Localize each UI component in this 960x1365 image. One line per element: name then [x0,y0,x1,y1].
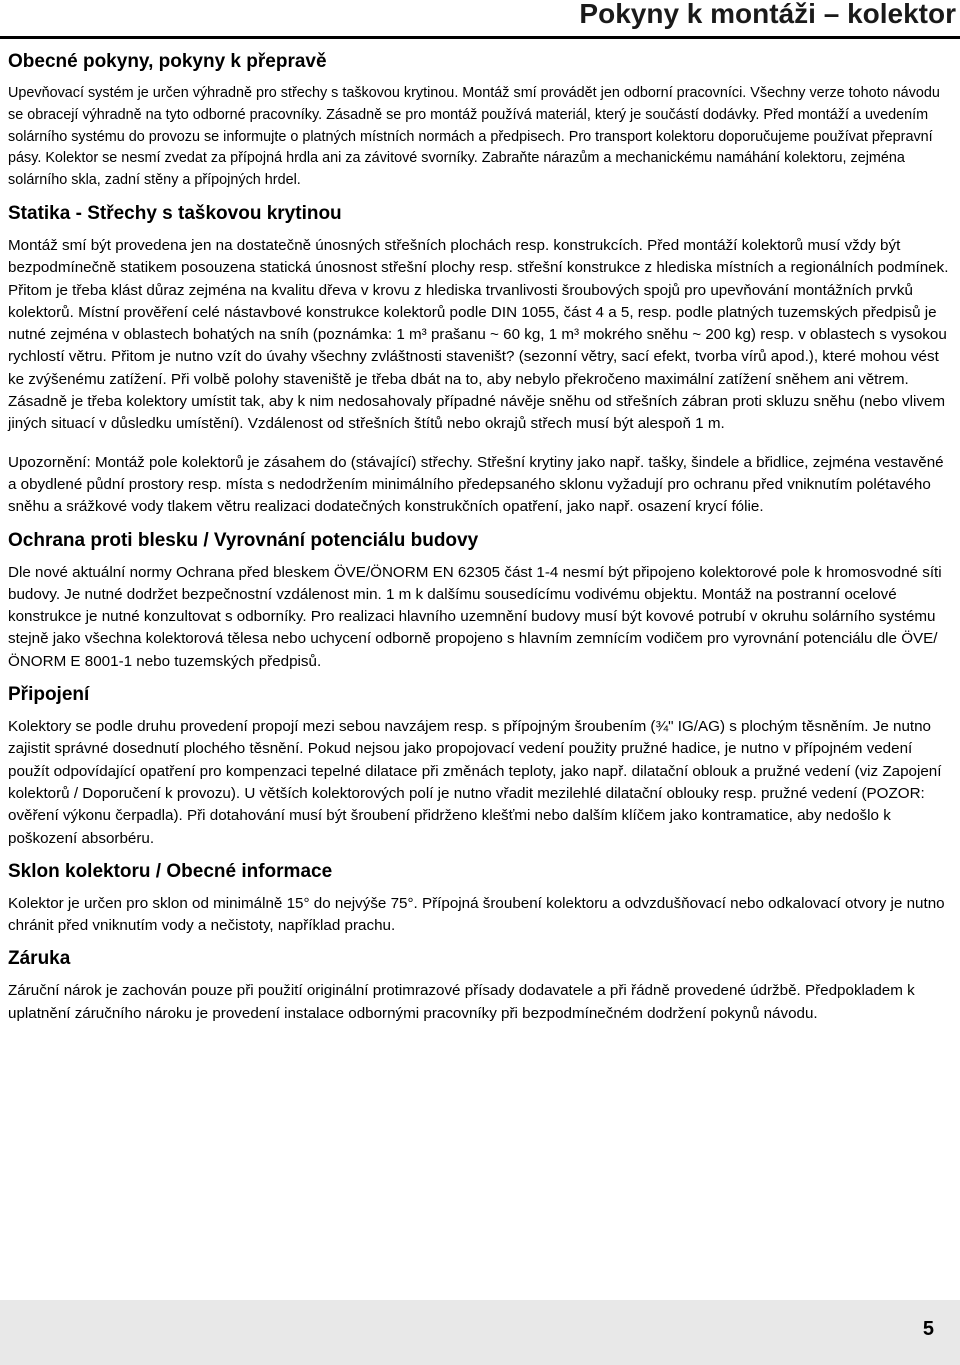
page-header [0,0,960,38]
section-heading: Sklon kolektoru / Obecné informace [8,860,333,882]
section-warranty [8,947,950,1025]
section-heading: Obecné pokyny, pokyny k přepravě [8,51,327,72]
section-heading: Statika - Střechy s taškovou krytinou [8,202,342,224]
section-connection [8,683,950,850]
page-number: 5 [922,1318,934,1340]
page-footer [0,1300,960,1365]
section-heading: Ochrana proti blesku / Vyrovnání potenciálu budovy [8,529,479,551]
header-rule [0,36,960,39]
section-lightning-protection [8,529,950,673]
section-paragraph: Kolektor je určen pro sklon od minimálně 15° do nejvýše 75°. Přípojná šroubení kolektoru a odvzdušňovací nebo odkalovací otvory je nutno chránit před vniknutím vody a nečistoty, například prachu. [8,894,945,935]
section-heading: Připojení [8,684,90,706]
section-paragraph: Záruční nárok je zachován pouze při použití originální protimrazové přísady dodavatele a při řádně provedené údržbě. Předpokladem k uplatnění záručního nároku je provedení instalace odbornými pracovníky při bezpodmínečném dodržení pokynů návodu. [8,982,915,1022]
section-heading: Záruka [8,948,71,970]
section-paragraph: Upevňovací systém je určen výhradně pro střechy s taškovou krytinou. Montáž smí provádět jen odborní pracovníci. Všechny verze tohoto návodu se obracejí výhradně na tyto odborné pracovníky. Zásadně se pro montáž používá materiál, který je součástí dodávky. Před montáží a uvedením solárního systému do provozu se informujte o platných místních normách a předpisech. Pro transport kolektoru doporučujeme používat přepravní pásy. Kolektor se nesmí zvedat za přípojná hrdla ani za závitové svorníky. Zabraňte nárazům a mechanickému namáhání kolektoru, zejména solárního skla, zadní stěny a přípojných hrdel. [8,85,940,189]
paragraph-spacer [8,436,950,452]
section-collector-tilt [8,860,950,938]
section-paragraph: Dle nové aktuální normy Ochrana před bleskem ÖVE/ÖNORM EN 62305 část 1-4 nesmí být připojeno kolektorové pole k hromosvodné síti budovy. Je nutné dodržet bezpečnostní vzdálenost min. 1 m k dalšímu sousedícímu vodivému objektu. Montáž na postranní ocelové konstrukce je nutné konzultovat s odborníky. Pro realizaci hlavního uzemnění budovy musí být kovové potrubí v okruhu solárního systému stejně jako všechna kolektorová tělesa nebo uchycení odborně propojeno s hlavním zemnícím vodičem pro vyrovnání potenciálu dle ÖVE/ÖNORM E 8001-1 nebo tuzemských předpisů. [8,563,942,670]
section-paragraph: Montáž smí být provedena jen na dostatečně únosných střešních plochách resp. konstrukcích. Před montáží kolektorů musí vždy být bezpodmínečně statikem posouzena statická únosnost střešní plochy resp. střešní konstrukce z hlediska místních a regionálních podmínek. Přitom je třeba klást důraz zejména na kvalitu dřeva v krovu z hlediska trvanlivosti šroubových spojů pro upevňování montážních prvků kolektorů. Místní prověření celé nástavbové konstrukce kolektorů podle DIN 1055, část 4 a 5, resp. podle platných tuzemských předpisů je nutné zejména v oblastech bohatých na sníh (poznámka: 1 m³ prašanu ~ 60 kg, 1 m³ mokrého sněhu ~ 200 kg) resp. v oblastech s vysokou rychlostí větru. Přitom je nutno vzít do úvahy všechny zvláštnosti staveništ? (sezonní větry, sací efekt, tvorba vírů apod.), které mohou vést ke zvýšenému zatížení. Při volbě polohy staveniště je třeba dbát na to, aby nebylo překročeno maximální zatížení sněhem ani větrem. Zásadně je třeba kolektory umístit tak, aby k nim nedosahovaly případné návěje sněhu od střešních zábran proti skluzu sněhu (nebo vlivem jiných situací v důsledku umístění). Vzdálenost od střešních štítů nebo okrajů střech musí být alespoň 1 m. [8,236,949,433]
section-statics [8,202,950,519]
section-paragraph: Kolektory se podle druhu provedení propojí mezi sebou navzájem resp. s přípojným šroubením (¾" IG/AG) s plochým těsněním. Je nutno zajistit správné dosednutí plochého těsnění. Pokud nejsou jako propojovací vedení použity pružné hadice, je nutno v přípojném vedení použít odpovídající opatření pro kompenzaci tepelné dilatace při změnách teploty, jako např. dilatační oblouk a pružné vedení (viz Zapojení kolektorů / Doporučení k provozu). U větších kolektorových polí je nutno vřadit mezilehlé dilatační oblouky resp. pružné vedení (POZOR: ověření výkonu čerpadla). Při dotahování musí být šroubení přidrženo klešťmi nebo dalším klíčem jako kontramatice, aby nedošlo k poškození absorbéru. [8,718,942,847]
warning-paragraph: Upozornění: Montáž pole kolektorů je zásahem do (stávající) střechy. Střešní krytiny jako např. tašky, šindele a břidlice, zejména vestavěné a obydlené půdní prostory resp. místa s nedodržením minimálního předepsaného sklonu vyžadují pro ochranu před vniknutím polétavého sněhu a srážkové vody tlakem větru realizaci dodatečných konstrukčních opatření, jako např. osazení krycí fólie. [8,453,944,516]
document-body [8,50,950,1025]
page-title: Pokyny k montáži – kolektor [579,0,956,29]
section-general-instructions [8,50,950,192]
